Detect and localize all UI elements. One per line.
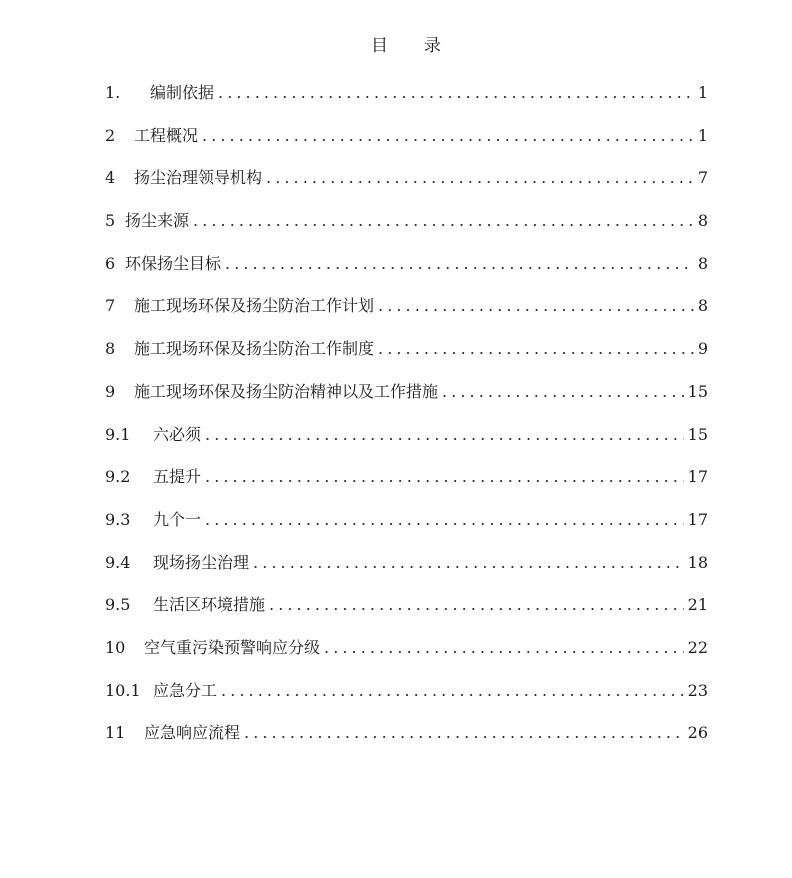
- toc-entry-title: 环保扬尘目标: [125, 253, 222, 273]
- toc-entry-4[interactable]: [105, 208, 708, 251]
- table-of-contents: [105, 80, 708, 763]
- toc-heading-right: 录: [424, 36, 441, 56]
- toc-dot-leader: [202, 123, 694, 149]
- toc-entry-5[interactable]: [105, 251, 708, 294]
- toc-entry-page: 8: [697, 296, 708, 316]
- toc-dot-leader: [205, 422, 684, 448]
- toc-entry-number: 9.1: [105, 424, 131, 444]
- toc-entry-title: 六必须: [153, 424, 202, 444]
- toc-entry-page: 21: [687, 595, 708, 615]
- toc-entry-number: 6: [105, 253, 116, 273]
- toc-entry-page: 1: [697, 83, 708, 102]
- toc-entry-page: 17: [687, 467, 708, 487]
- toc-entry-title: 编制依据: [150, 83, 215, 102]
- toc-entry-number: 9: [105, 381, 116, 401]
- toc-dot-leader: [244, 720, 684, 746]
- toc-entry-9-4[interactable]: [105, 550, 708, 593]
- toc-entry-number: 9.3: [105, 509, 131, 529]
- toc-entry-number: 5: [105, 211, 116, 231]
- toc-entry-number: 10: [105, 637, 126, 657]
- toc-entry-number: 9.5: [105, 595, 131, 615]
- toc-heading-left: 目: [371, 36, 388, 56]
- toc-entry-title: 应急分工: [153, 680, 218, 700]
- toc-entry-page: 9: [697, 339, 708, 359]
- toc-entry-page: 1: [697, 125, 708, 145]
- toc-entry-9-1[interactable]: [105, 422, 708, 465]
- toc-entry-number: 2: [105, 125, 116, 145]
- toc-entry-page: 22: [687, 637, 708, 657]
- toc-dot-leader: [269, 592, 684, 618]
- toc-entry-11[interactable]: [105, 720, 708, 763]
- toc-dot-leader: [225, 251, 694, 277]
- toc-heading: [0, 34, 792, 58]
- toc-dot-leader: [378, 293, 694, 319]
- toc-entry-page: 23: [687, 680, 708, 700]
- toc-dot-leader: [324, 635, 684, 661]
- toc-entry-page: 15: [687, 381, 708, 401]
- toc-entry-3[interactable]: [105, 165, 708, 208]
- toc-entry-number: 8: [105, 339, 116, 359]
- toc-entry-number: 1.: [105, 83, 121, 102]
- toc-entry-number: 4: [105, 168, 116, 188]
- toc-dot-leader: [193, 208, 694, 234]
- toc-entry-10[interactable]: [105, 635, 708, 678]
- toc-entry-title: 施工现场环保及扬尘防治工作计划: [134, 296, 375, 316]
- toc-entry-title: 施工现场环保及扬尘防治精神以及工作措施: [134, 381, 439, 401]
- toc-entry-page: 17: [687, 509, 708, 529]
- toc-dot-leader: [378, 336, 694, 362]
- toc-dot-leader: [221, 678, 684, 704]
- toc-entry-page: 7: [697, 168, 708, 188]
- toc-entry-1[interactable]: [105, 80, 708, 123]
- toc-entry-page: 8: [697, 253, 708, 273]
- toc-entry-9-2[interactable]: [105, 464, 708, 507]
- toc-entry-title: 九个一: [153, 509, 202, 529]
- toc-dot-leader: [253, 550, 684, 576]
- toc-dot-leader: [205, 507, 684, 533]
- toc-entry-8[interactable]: [105, 379, 708, 422]
- toc-entry-number: 9.4: [105, 552, 131, 572]
- toc-entry-title: 工程概况: [134, 125, 199, 145]
- toc-dot-leader: [442, 379, 684, 405]
- toc-entry-title: 生活区环境措施: [153, 595, 266, 615]
- toc-entry-number: 10.1: [105, 680, 141, 700]
- toc-dot-leader: [266, 165, 694, 191]
- toc-entry-9-5[interactable]: [105, 592, 708, 635]
- toc-entry-title: 扬尘来源: [125, 211, 190, 231]
- toc-entry-title: 现场扬尘治理: [153, 552, 250, 572]
- toc-dot-leader: [205, 464, 684, 490]
- toc-entry-number: 11: [105, 723, 126, 743]
- toc-dot-leader: [218, 80, 694, 106]
- toc-entry-page: 8: [697, 211, 708, 231]
- toc-entry-title: 扬尘治理领导机构: [134, 168, 263, 188]
- toc-entry-page: 26: [687, 723, 708, 743]
- toc-entry-2[interactable]: [105, 123, 708, 166]
- toc-entry-7[interactable]: [105, 336, 708, 379]
- toc-entry-6[interactable]: [105, 293, 708, 336]
- toc-entry-9-3[interactable]: [105, 507, 708, 550]
- toc-entry-title: 空气重污染预警响应分级: [144, 637, 321, 657]
- toc-entry-number: 7: [105, 296, 116, 316]
- toc-entry-title: 应急响应流程: [144, 723, 241, 743]
- toc-entry-title: 施工现场环保及扬尘防治工作制度: [134, 339, 375, 359]
- toc-entry-page: 18: [687, 552, 708, 572]
- toc-entry-title: 五提升: [153, 467, 202, 487]
- toc-entry-10-1[interactable]: [105, 678, 708, 721]
- toc-entry-number: 9.2: [105, 467, 131, 487]
- toc-entry-page: 15: [687, 424, 708, 444]
